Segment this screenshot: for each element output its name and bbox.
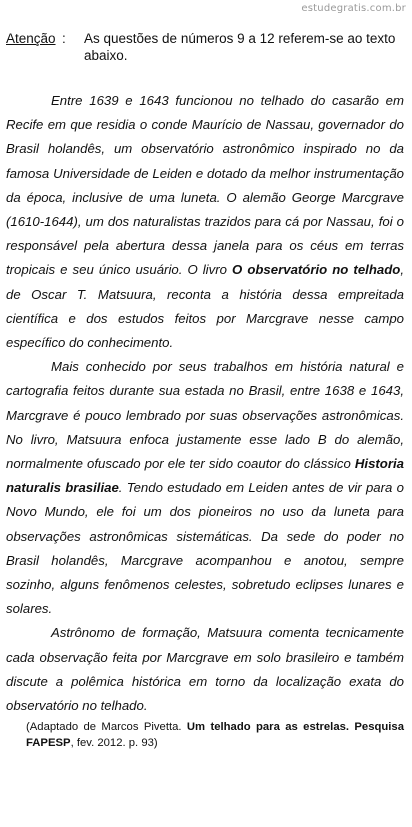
attention-colon: :	[62, 31, 66, 46]
paragraph-2	[6, 355, 404, 621]
book-title: O observatório no telhado	[232, 262, 401, 278]
paragraph-3-text: Astrônomo de formação, Matsuura comenta tecnicamente cada observação feita por Marcgrave em solo brasileiro e também discute a polêmica histórica em torno da localização exata do observatório no telhado.	[6, 625, 404, 714]
classic-title: Historia naturalis brasiliae	[6, 456, 404, 496]
attention-note	[6, 30, 404, 64]
paragraph-2-text-a: Mais conhecido por seus trabalhos em história natural e cartografia feitos durante sua estada no Brasil, entre 1638 e 1643, Marcgrave é pouco lembrado por suas observações astronômicas. No livro, Matsuura enfoca justamente esse lado B do alemão, normalmente ofuscado por ele ter sido coautor do clássico	[6, 359, 404, 472]
attention-text: As questões de números 9 a 12 referem-se ao texto abaixo.	[84, 31, 396, 63]
watermark: estudegratis.com.br	[301, 3, 406, 14]
attention-label: Atenção	[6, 31, 56, 46]
paragraph-3	[6, 621, 404, 718]
paragraph-2-text-b: . Tendo estudado em Leiden antes de vir para o Novo Mundo, ele foi um dos pioneiros no uso da luneta para observações astronômicas sistemáticas. Da sede do poder no Brasil holandês, Marcgrave acompanhou e anotou, sempre sozinho, alguns fenômenos celestes, sobretudo eclipses lunares e solares.	[6, 480, 404, 617]
source-citation	[26, 719, 404, 751]
paragraph-1	[6, 89, 404, 355]
source-text-b: , fev. 2012. p. 93)	[70, 737, 158, 750]
source-text-a: (Adaptado de Marcos Pivetta.	[26, 721, 187, 734]
paragraph-1-text-a: Entre 1639 e 1643 funcionou no telhado do casarão em Recife em que residia o conde Maurício de Nassau, governador do Brasil holandês, um observatório astronômico inspirado no da famosa Universidade de Leiden e dotado da melhor instrumentação da época, inclusive de uma luneta. O alemão George Marcgrave (1610-1644), um dos naturalistas trazidos para cá por Nassau, foi o responsável pela abertura dessa janela para os céus em terras tropicais e seu único usuário. O livro	[6, 93, 404, 278]
paragraph-1-text-b: , de Oscar T. Matsuura, reconta a história dessa empreitada científica e dos estudos feitos por Marcgrave nesse campo específico do conhecimento.	[6, 262, 404, 351]
source-title: Um telhado para as estrelas. Pesquisa FAPESP	[26, 721, 404, 750]
article-body	[6, 89, 404, 751]
